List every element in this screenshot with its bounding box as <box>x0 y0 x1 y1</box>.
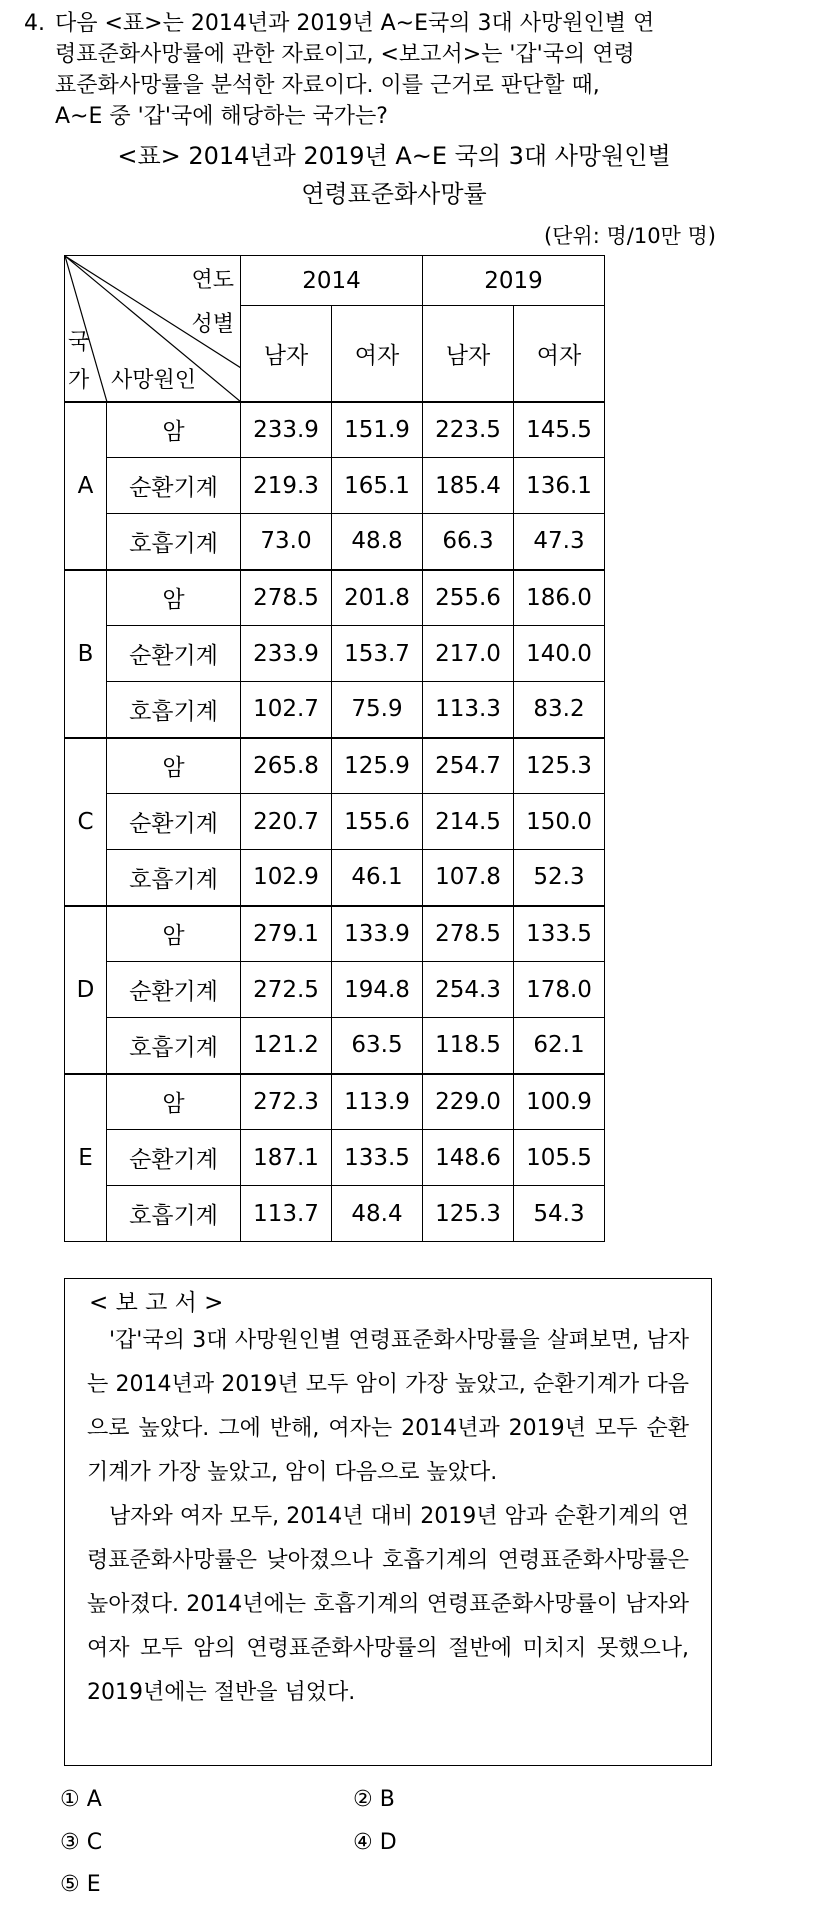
value-cell: 52.3 <box>514 850 605 906</box>
table-row <box>65 906 605 962</box>
female-2014-header: 여자 <box>332 306 423 402</box>
value-cell: 100.9 <box>514 1074 605 1130</box>
choice-5[interactable]: ⑤ E <box>60 1872 101 1897</box>
value-cell: 54.3 <box>514 1186 605 1242</box>
question-number: 4. <box>24 11 45 36</box>
country-cell: D <box>65 906 107 1074</box>
year-2014-header: 2014 <box>241 256 423 306</box>
value-cell: 133.9 <box>332 906 423 962</box>
value-cell: 219.3 <box>241 458 332 514</box>
value-cell: 66.3 <box>423 514 514 570</box>
value-cell: 133.5 <box>332 1130 423 1186</box>
value-cell: 265.8 <box>241 738 332 794</box>
female-2019-header: 여자 <box>514 306 605 402</box>
country-cell: C <box>65 738 107 906</box>
value-cell: 150.0 <box>514 794 605 850</box>
value-cell: 185.4 <box>423 458 514 514</box>
cause-cell: 순환기계 <box>107 458 241 514</box>
choice-3[interactable]: ③ C <box>60 1830 103 1855</box>
report-box <box>64 1278 712 1766</box>
value-cell: 105.5 <box>514 1130 605 1186</box>
value-cell: 47.3 <box>514 514 605 570</box>
cause-cell: 호흡기계 <box>107 1018 241 1074</box>
cause-cell: 암 <box>107 402 241 458</box>
table-row <box>65 626 605 682</box>
value-cell: 233.9 <box>241 626 332 682</box>
value-cell: 187.1 <box>241 1130 332 1186</box>
value-cell: 73.0 <box>241 514 332 570</box>
value-cell: 145.5 <box>514 402 605 458</box>
cause-header-label: 사망원인 <box>111 368 197 393</box>
question-line-3: 표준화사망률을 분석한 자료이다. 이를 근거로 판단할 때, <box>55 73 600 98</box>
table-subtitle: 연령표준화사망률 <box>301 180 487 208</box>
value-cell: 201.8 <box>332 570 423 626</box>
value-cell: 229.0 <box>423 1074 514 1130</box>
value-cell: 140.0 <box>514 626 605 682</box>
value-cell: 46.1 <box>332 850 423 906</box>
value-cell: 113.7 <box>241 1186 332 1242</box>
cause-cell: 순환기계 <box>107 794 241 850</box>
report-title: < 보 고 서 > <box>89 1290 224 1316</box>
value-cell: 102.9 <box>241 850 332 906</box>
value-cell: 125.3 <box>514 738 605 794</box>
value-cell: 155.6 <box>332 794 423 850</box>
value-cell: 48.8 <box>332 514 423 570</box>
value-cell: 233.9 <box>241 402 332 458</box>
table-header-year-row <box>65 256 605 306</box>
table-row <box>65 1018 605 1074</box>
value-cell: 133.5 <box>514 906 605 962</box>
value-cell: 214.5 <box>423 794 514 850</box>
value-cell: 278.5 <box>423 906 514 962</box>
value-cell: 165.1 <box>332 458 423 514</box>
question <box>24 8 804 132</box>
value-cell: 75.9 <box>332 682 423 738</box>
table-row <box>65 850 605 906</box>
cause-cell: 호흡기계 <box>107 850 241 906</box>
value-cell: 255.6 <box>423 570 514 626</box>
question-line-1: 다음 <표>는 2014년과 2019년 A~E국의 3대 사망원인별 연 <box>55 11 655 36</box>
value-cell: 254.7 <box>423 738 514 794</box>
table-row <box>65 402 605 458</box>
value-cell: 83.2 <box>514 682 605 738</box>
value-cell: 148.6 <box>423 1130 514 1186</box>
value-cell: 113.3 <box>423 682 514 738</box>
cause-cell: 암 <box>107 570 241 626</box>
value-cell: 254.3 <box>423 962 514 1018</box>
choice-1[interactable]: ① A <box>60 1787 102 1812</box>
value-cell: 279.1 <box>241 906 332 962</box>
cause-cell: 호흡기계 <box>107 514 241 570</box>
table-row <box>65 1074 605 1130</box>
question-line-4: A~E 중 '갑'국에 해당하는 국가는? <box>55 104 388 129</box>
value-cell: 217.0 <box>423 626 514 682</box>
cause-cell: 암 <box>107 906 241 962</box>
table-row <box>65 570 605 626</box>
value-cell: 151.9 <box>332 402 423 458</box>
table-corner-cell <box>65 256 241 402</box>
choice-2[interactable]: ② B <box>353 1787 395 1812</box>
table-row <box>65 738 605 794</box>
value-cell: 107.8 <box>423 850 514 906</box>
value-cell: 63.5 <box>332 1018 423 1074</box>
male-2014-header: 남자 <box>241 306 332 402</box>
data-table <box>64 255 605 1242</box>
country-cell: B <box>65 570 107 738</box>
country-header-label-bottom: 가 <box>68 368 90 393</box>
table-row <box>65 682 605 738</box>
value-cell: 121.2 <box>241 1018 332 1074</box>
value-cell: 136.1 <box>514 458 605 514</box>
cause-cell: 순환기계 <box>107 1130 241 1186</box>
value-cell: 186.0 <box>514 570 605 626</box>
male-2019-header: 남자 <box>423 306 514 402</box>
table-title: <표> 2014년과 2019년 A~E 국의 3대 사망원인별 <box>117 142 671 170</box>
value-cell: 125.3 <box>423 1186 514 1242</box>
country-cell: A <box>65 402 107 570</box>
value-cell: 102.7 <box>241 682 332 738</box>
table-row <box>65 794 605 850</box>
table-row <box>65 1130 605 1186</box>
sex-header-label: 성별 <box>191 312 234 337</box>
value-cell: 194.8 <box>332 962 423 1018</box>
cause-cell: 암 <box>107 1074 241 1130</box>
value-cell: 220.7 <box>241 794 332 850</box>
country-header-label-top: 국 <box>68 330 90 355</box>
table-unit: (단위: 명/10만 명) <box>543 224 716 248</box>
cause-cell: 암 <box>107 738 241 794</box>
year-header-label: 연도 <box>191 268 234 293</box>
value-cell: 62.1 <box>514 1018 605 1074</box>
table-row <box>65 514 605 570</box>
cause-cell: 순환기계 <box>107 626 241 682</box>
value-cell: 113.9 <box>332 1074 423 1130</box>
value-cell: 118.5 <box>423 1018 514 1074</box>
question-line-2: 령표준화사망률에 관한 자료이고, <보고서>는 '갑'국의 연령 <box>55 42 635 67</box>
value-cell: 278.5 <box>241 570 332 626</box>
report-paragraph-1: '갑'국의 3대 사망원인별 연령표준화사망률을 살펴보면, 남자는 2014년과 2019년 모두 암이 가장 높았고, 순환기계가 다음으로 높았다. 그에 반해, 여자는 2014년과 2019년 모두 순환기계가 가장 높았고, 암이 다음으로 높았다. <box>87 1328 689 1485</box>
cause-cell: 순환기계 <box>107 962 241 1018</box>
year-2019-header: 2019 <box>423 256 605 306</box>
value-cell: 178.0 <box>514 962 605 1018</box>
choice-4[interactable]: ④ D <box>353 1830 397 1855</box>
table-row <box>65 962 605 1018</box>
report-paragraph-2: 남자와 여자 모두, 2014년 대비 2019년 암과 순환기계의 연령표준화사망률은 낮아졌으나 호흡기계의 연령표준화사망률은 높아졌다. 2014년에는 호흡기계의 연령표준화사망률이 남자와 여자 모두 암의 연령표준화사망률의 절반에 미치지 못했으나, 2019년에는 절반을 넘었다. <box>87 1504 689 1705</box>
cause-cell: 호흡기계 <box>107 1186 241 1242</box>
value-cell: 48.4 <box>332 1186 423 1242</box>
value-cell: 125.9 <box>332 738 423 794</box>
country-cell: E <box>65 1074 107 1242</box>
table-row <box>65 458 605 514</box>
value-cell: 153.7 <box>332 626 423 682</box>
value-cell: 272.5 <box>241 962 332 1018</box>
table-row <box>65 1186 605 1242</box>
value-cell: 223.5 <box>423 402 514 458</box>
cause-cell: 호흡기계 <box>107 682 241 738</box>
value-cell: 272.3 <box>241 1074 332 1130</box>
table-body <box>65 402 605 1242</box>
